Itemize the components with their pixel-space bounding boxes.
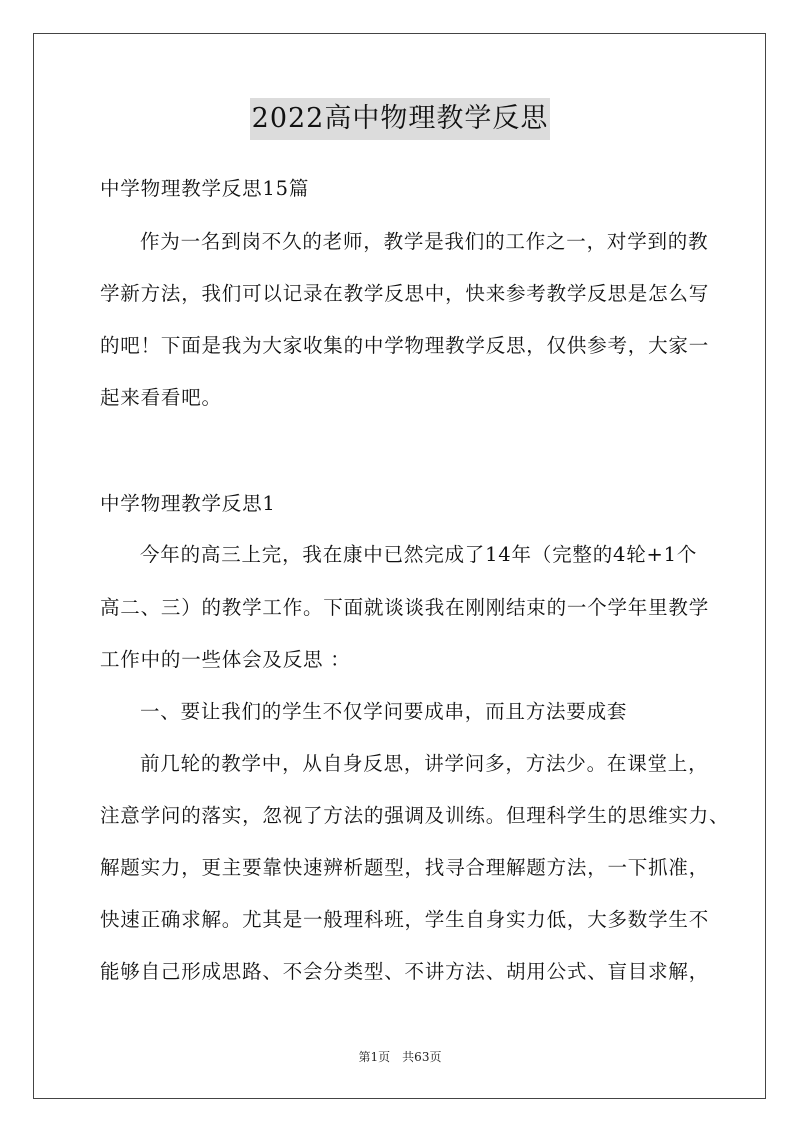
page-footer: 第1页 共63页: [358, 1050, 442, 1064]
para1-line-3: 工作中的一些体会及反思 ：: [100, 648, 351, 671]
para2-line-5: 能够自己形成思路、不会分类型、不讲方法、胡用公式、盲目求解，: [100, 960, 710, 983]
para2-line-1: 前几轮的教学中，从自身反思，讲学问多，方法少。在课堂上，: [140, 752, 709, 775]
subsection-heading: 中学物理教学反思1: [100, 492, 276, 515]
para2-line-2: 注意学问的落实，忽视了方法的强调及训练。但理科学生的思维实力、: [100, 804, 730, 827]
para1-line-1: 今年的高三上完，我在康中已然完成了14年（完整的4轮+1个: [140, 543, 698, 566]
para2-line-4: 快速正确求解。尤其是一般理科班，学生自身实力低，大多数学生不: [100, 908, 710, 931]
document-title: 2022高中物理教学反思: [250, 98, 551, 140]
para2-line-3: 解题实力，更主要靠快速辨析题型，找寻合理解题方法，一下抓准，: [100, 856, 710, 879]
section-heading: 中学物理教学反思15篇: [100, 177, 310, 200]
intro-line-2: 学新方法，我们可以记录在教学反思中，快来参考教学反思是怎么写: [100, 282, 710, 305]
intro-line-4: 起来看看吧。: [100, 386, 222, 409]
intro-line-1: 作为一名到岗不久的老师，教学是我们的工作之一，对学到的教: [140, 230, 709, 253]
intro-line-3: 的吧！下面是我为大家收集的中学物理教学反思，仅供参考，大家一: [100, 334, 710, 357]
para1-line-2: 高二、三）的教学工作。下面就谈谈我在刚刚结束的一个学年里教学: [100, 596, 710, 619]
point-heading: 一、要让我们的学生不仅学问要成串，而且方法要成套: [140, 700, 628, 723]
